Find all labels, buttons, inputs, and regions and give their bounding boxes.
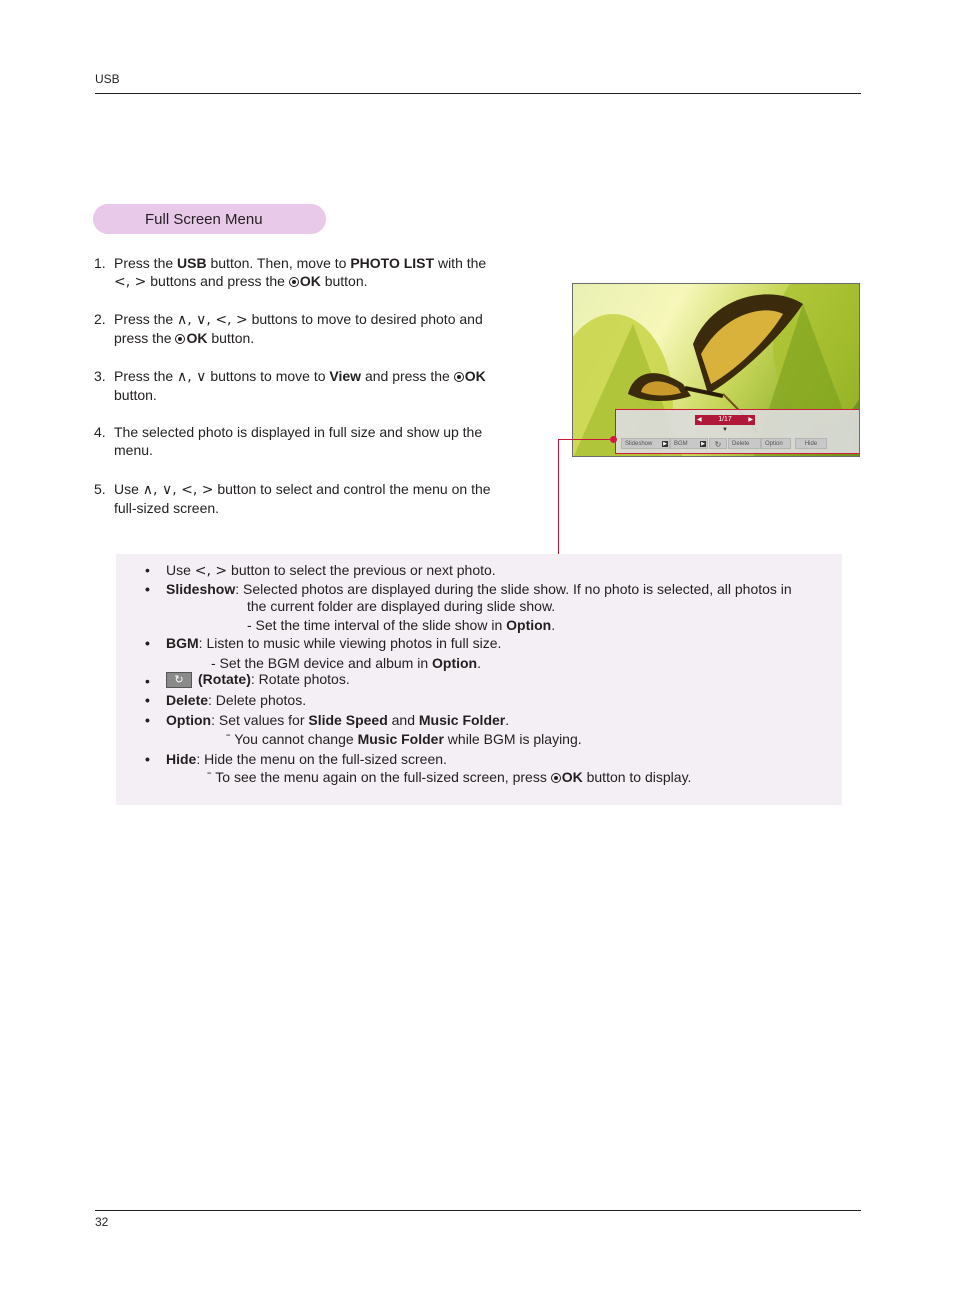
ok-icon	[454, 372, 464, 382]
step-text: Use ∧, ∨, <, > button to select and control the menu on the full-sized screen.	[114, 481, 491, 516]
option-button[interactable]: Option	[761, 438, 791, 449]
next-arrow-icon[interactable]: ▶	[748, 417, 753, 423]
note-delete: Delete: Delete photos.	[166, 692, 307, 708]
note-bgm-sub: - Set the BGM device and album in Option.	[211, 655, 481, 671]
callout-line-horizontal	[558, 439, 613, 440]
rotate-icon: ↻	[166, 672, 192, 688]
bullet: •	[145, 751, 150, 767]
bgm-button[interactable]: BGM ▶	[670, 438, 708, 449]
bullet: •	[145, 562, 150, 578]
ok-icon	[289, 277, 299, 287]
note-bgm: BGM: Listen to music while viewing photos in full size.	[166, 635, 502, 651]
play-icon: ▶	[663, 441, 667, 447]
slideshow-button[interactable]: Slideshow ▶	[621, 438, 670, 449]
step-text: Press the ∧, ∨ buttons to move to View and press the OK button.	[114, 368, 486, 403]
bullet: •	[145, 581, 150, 597]
note-hide-sub: ˉ To see the menu again on the full-sized screen, press OK button to display.	[207, 769, 692, 785]
note-option: Option: Set values for Slide Speed and Music Folder.	[166, 712, 510, 728]
step-number: 2.	[94, 311, 106, 327]
note-hide: Hide: Hide the menu on the full-sized screen.	[166, 751, 447, 767]
ok-icon	[175, 334, 185, 344]
note-navigation: Use <, > button to select the previous or next photo.	[166, 562, 496, 579]
callout-dot	[610, 436, 617, 443]
note-slideshow-cont: the current folder are displayed during slide show.	[247, 598, 556, 614]
step-number: 4.	[94, 424, 106, 440]
callout-line-vertical	[558, 439, 559, 554]
footer-rule	[95, 1210, 861, 1211]
header-rule	[95, 93, 861, 94]
bullet: •	[145, 635, 150, 651]
step-number: 1.	[94, 255, 106, 271]
step-number: 3.	[94, 368, 106, 384]
rotate-button[interactable]	[709, 438, 727, 449]
delete-button[interactable]: Delete	[728, 438, 761, 449]
butterfly-photo	[572, 283, 860, 457]
prev-arrow-icon[interactable]: ◀	[697, 417, 702, 423]
play-icon: ▶	[701, 441, 705, 447]
note-option-sub: ˉ You cannot change Music Folder while BGM is playing.	[226, 731, 582, 747]
step-text: Press the USB button. Then, move to PHOTO LIST with the <, > buttons and press the OK button.	[114, 255, 487, 290]
ok-icon	[551, 773, 561, 783]
hide-button[interactable]: Hide	[795, 438, 827, 449]
step-text: The selected photo is displayed in full size and show up the menu.	[114, 424, 483, 458]
rotate-icon: ↻	[714, 440, 722, 449]
chevron-down-icon: ▼	[722, 427, 728, 433]
step-number: 5.	[94, 481, 106, 497]
header-section-label: USB	[95, 72, 120, 86]
bullet: •	[145, 712, 150, 728]
step-text: Press the ∧, ∨, <, > buttons to move to desired photo and press the OK button.	[114, 311, 483, 346]
section-title: Full Screen Menu	[145, 211, 263, 228]
page-number: 32	[95, 1215, 109, 1229]
photo-osd-menu	[615, 409, 860, 454]
note-rotate: ↻ (Rotate): Rotate photos.	[166, 671, 350, 688]
bullet: •	[145, 673, 150, 689]
note-slideshow-sub: - Set the time interval of the slide show in Option.	[247, 617, 556, 633]
note-slideshow: Slideshow: Selected photos are displayed during the slide show. If no photo is selected, all photos in	[166, 581, 792, 597]
photo-counter: ◀ 1/17 ▶	[697, 416, 753, 423]
bullet: •	[145, 692, 150, 708]
